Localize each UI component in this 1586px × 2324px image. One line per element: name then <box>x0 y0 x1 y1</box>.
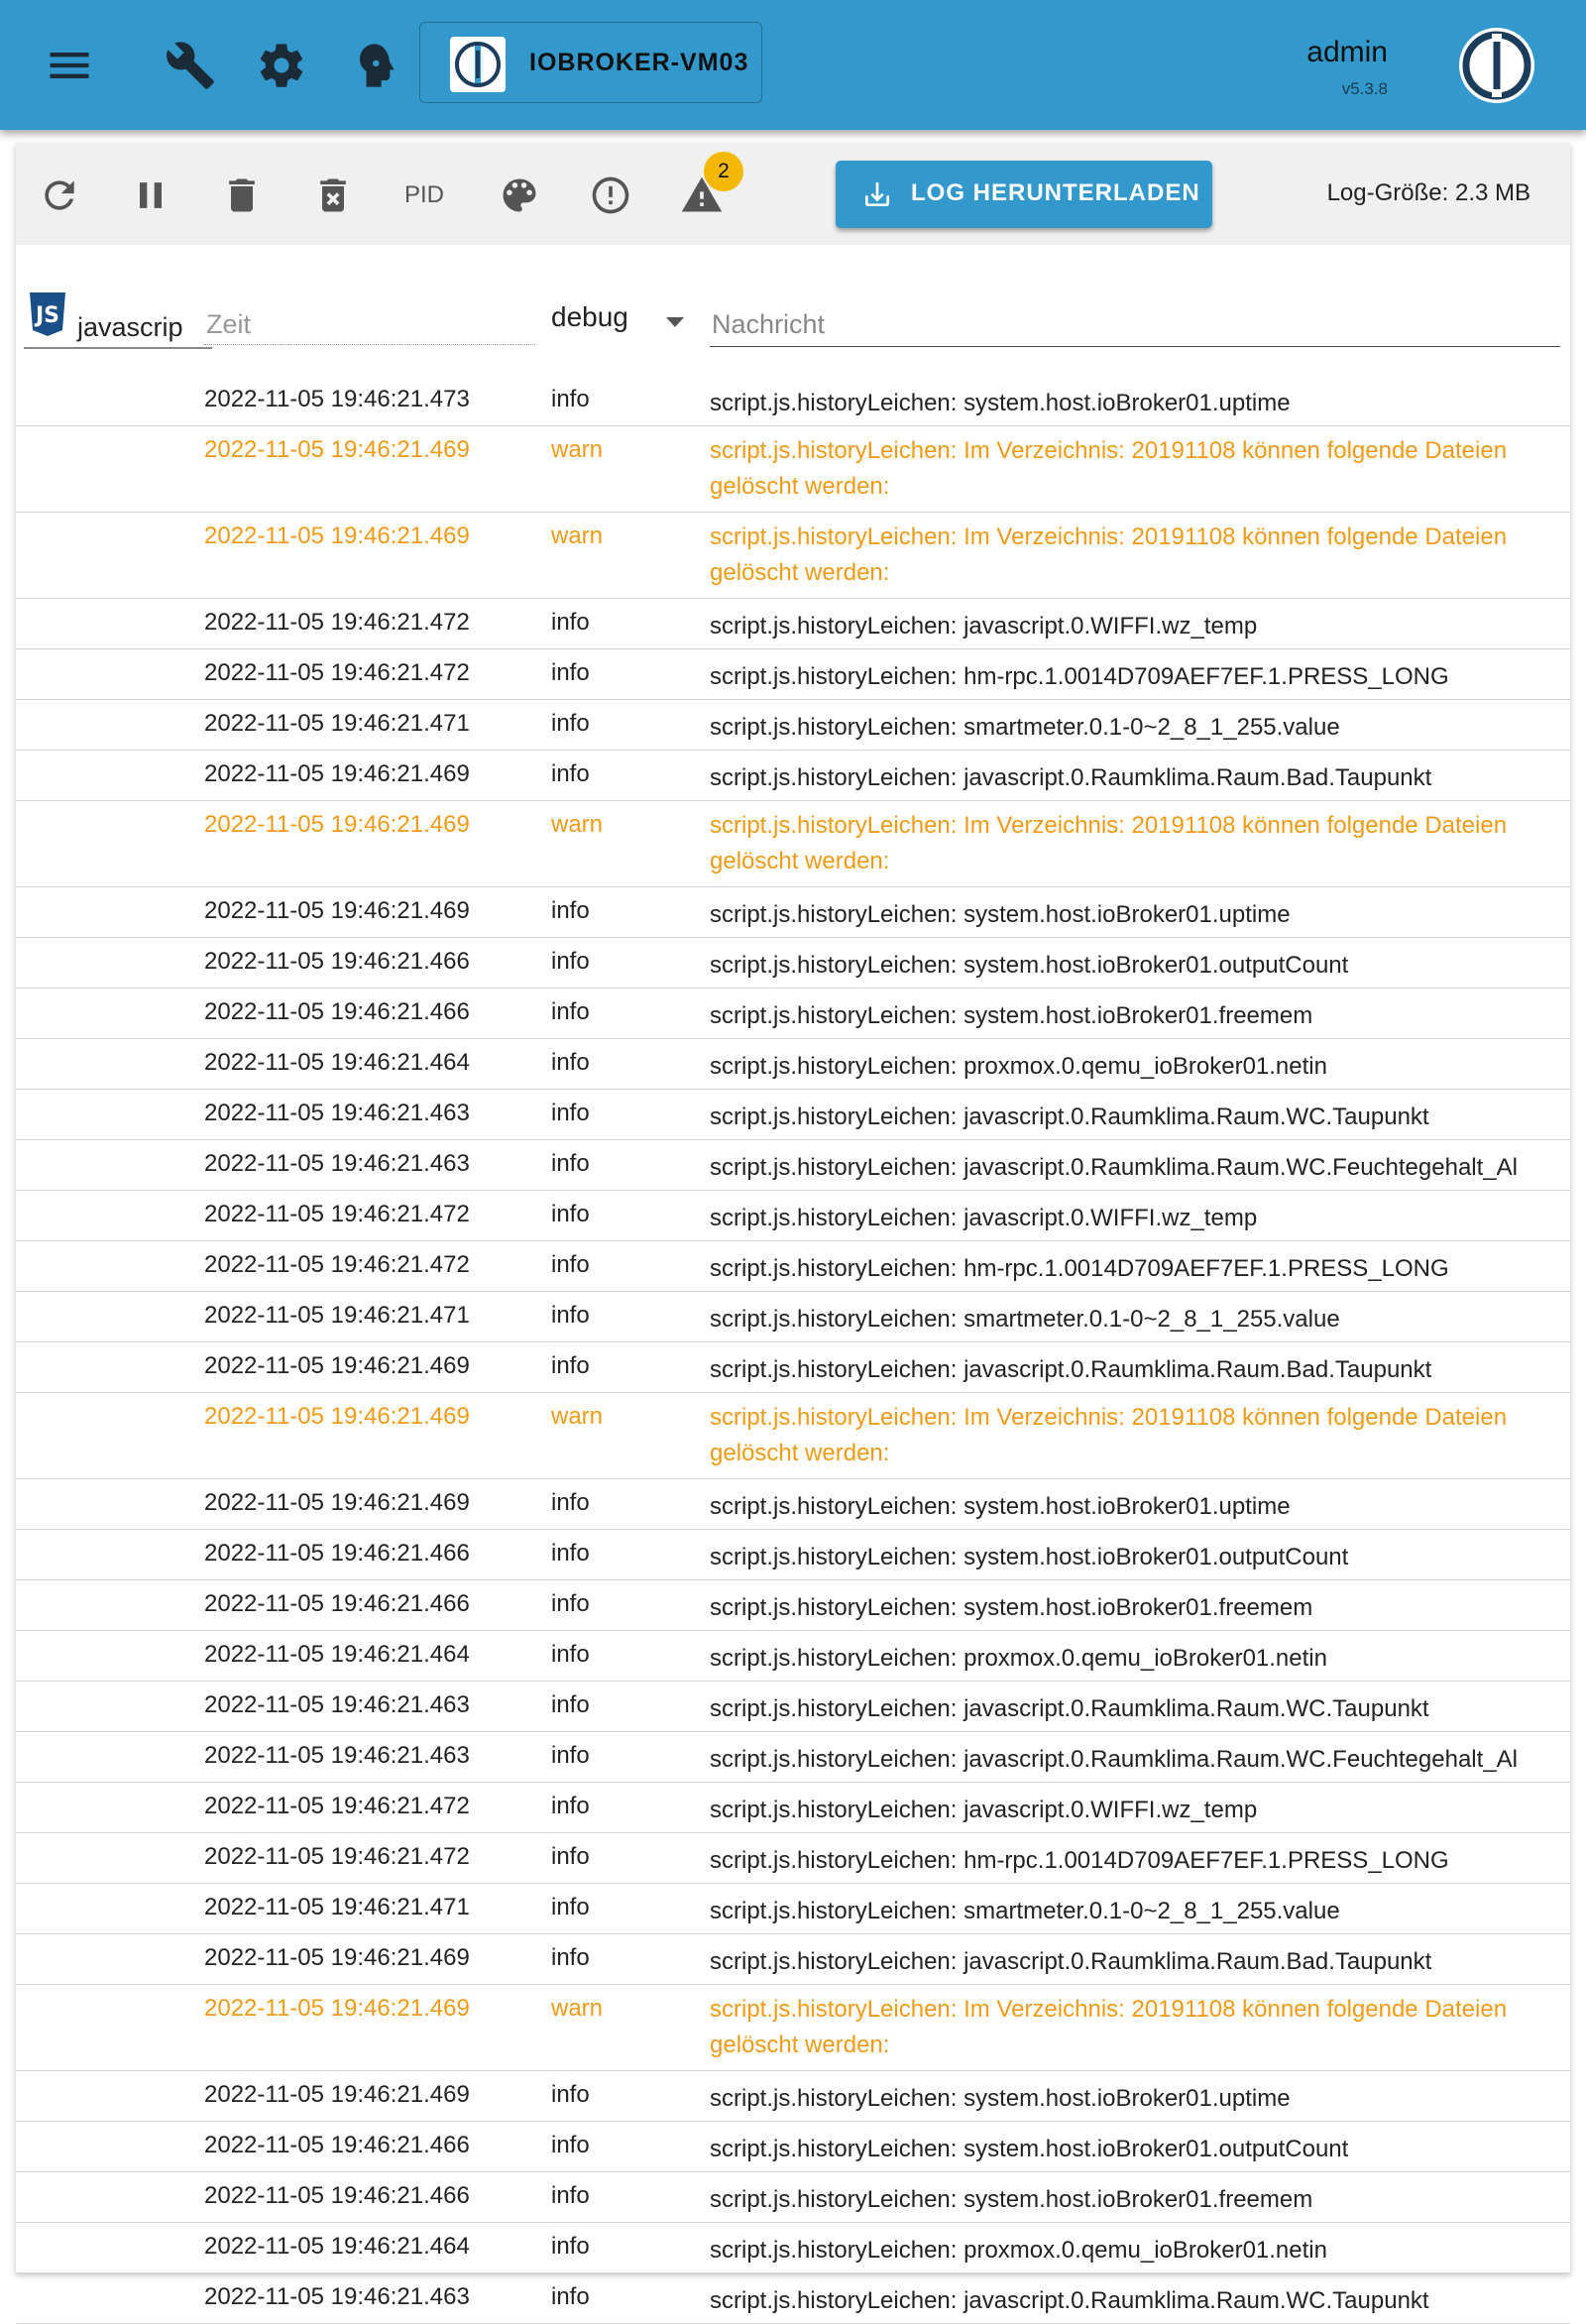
log-time: 2022-11-05 19:46:21.471 <box>204 710 470 737</box>
javascript-adapter-icon <box>28 292 67 336</box>
log-message: script.js.historyLeichen: javascript.0.Raumklima.Raum.Bad.Taupunkt <box>710 1948 1432 1975</box>
download-icon <box>861 178 893 210</box>
log-time: 2022-11-05 19:46:21.463 <box>204 1691 470 1718</box>
log-level: warn <box>551 1995 604 2022</box>
user-name[interactable]: admin <box>1306 36 1388 68</box>
log-message: script.js.historyLeichen: javascript.0.Raumklima.Raum.WC.Feuchtegehalt_Al <box>710 1154 1518 1181</box>
log-time: 2022-11-05 19:46:21.469 <box>204 897 470 924</box>
log-message: script.js.historyLeichen: smartmeter.0.1-0~2_8_1_255.value <box>710 1306 1340 1333</box>
log-level: info <box>551 897 590 924</box>
log-row <box>16 599 1570 649</box>
log-row <box>16 1342 1570 1393</box>
log-level: info <box>551 386 590 412</box>
log-row <box>16 1682 1570 1732</box>
message-filter-input[interactable] <box>710 302 1560 347</box>
log-row <box>16 1631 1570 1682</box>
log-message: script.js.historyLeichen: smartmeter.0.1-0~2_8_1_255.value <box>710 1898 1340 1924</box>
adapter-filter[interactable]: javascrip <box>77 312 183 342</box>
log-time: 2022-11-05 19:46:21.473 <box>204 386 470 412</box>
log-size-label: Log-Größe: 2.3 MB <box>1326 179 1530 206</box>
log-row <box>16 1530 1570 1580</box>
log-time: 2022-11-05 19:46:21.464 <box>204 1641 470 1668</box>
log-level: warn <box>551 811 604 838</box>
pid-toggle[interactable]: PID <box>404 181 445 208</box>
log-row <box>16 1479 1570 1530</box>
log-row <box>16 2122 1570 2172</box>
log-message: script.js.historyLeichen: Im Verzeichnis: 20191108 können folgende Dateien gelöscht werden: <box>710 812 1508 874</box>
log-message: script.js.historyLeichen: system.host.ioBroker01.uptime <box>710 390 1291 416</box>
log-message: script.js.historyLeichen: system.host.ioBroker01.freemem <box>710 2186 1313 2213</box>
log-message: script.js.historyLeichen: system.host.ioBroker01.outputCount <box>710 1544 1349 1570</box>
log-time: 2022-11-05 19:46:21.469 <box>204 811 470 838</box>
log-message: script.js.historyLeichen: javascript.0.WIFFI.wz_temp <box>710 1797 1258 1823</box>
log-level: info <box>551 2081 590 2108</box>
host-button[interactable] <box>419 22 762 103</box>
log-level: info <box>551 760 590 787</box>
level-select-value: debug <box>551 301 628 332</box>
log-message: script.js.historyLeichen: javascript.0.Raumklima.Raum.WC.Taupunkt <box>710 2287 1429 2314</box>
log-level: info <box>551 1049 590 1076</box>
log-time: 2022-11-05 19:46:21.469 <box>204 1944 470 1971</box>
wrench-icon[interactable] <box>165 40 216 91</box>
log-row <box>16 2223 1570 2273</box>
log-level: info <box>551 710 590 737</box>
menu-icon[interactable] <box>44 40 95 91</box>
log-message: script.js.historyLeichen: javascript.0.WIFFI.wz_temp <box>710 613 1258 639</box>
log-row <box>16 376 1570 426</box>
log-level: info <box>551 1100 590 1126</box>
log-level: info <box>551 609 590 636</box>
log-row <box>16 1580 1570 1631</box>
log-time: 2022-11-05 19:46:21.464 <box>204 1049 470 1076</box>
log-time: 2022-11-05 19:46:21.466 <box>204 998 470 1025</box>
log-level: info <box>551 1201 590 1227</box>
delete-forever-icon[interactable] <box>311 174 355 217</box>
log-level: info <box>551 2132 590 2158</box>
log-time: 2022-11-05 19:46:21.469 <box>204 1489 470 1516</box>
log-message: script.js.historyLeichen: system.host.ioBroker01.uptime <box>710 1493 1291 1520</box>
log-time: 2022-11-05 19:46:21.472 <box>204 1843 470 1870</box>
log-level: info <box>551 2182 590 2209</box>
log-row <box>16 988 1570 1039</box>
log-level: info <box>551 998 590 1025</box>
log-row <box>16 1140 1570 1191</box>
settings-icon[interactable] <box>256 40 307 91</box>
log-row <box>16 1884 1570 1934</box>
level-select[interactable] <box>551 301 700 343</box>
time-filter-input[interactable] <box>204 304 535 345</box>
log-message: script.js.historyLeichen: javascript.0.Raumklima.Raum.Bad.Taupunkt <box>710 764 1432 791</box>
log-row <box>16 1191 1570 1241</box>
log-time: 2022-11-05 19:46:21.469 <box>204 1995 470 2022</box>
warning-count-badge: 2 <box>704 152 743 191</box>
iobroker-logo-large-icon <box>1455 24 1538 107</box>
log-message: script.js.historyLeichen: proxmox.0.qemu_ioBroker01.netin <box>710 2237 1327 2264</box>
log-time: 2022-11-05 19:46:21.466 <box>204 1540 470 1567</box>
log-message: script.js.historyLeichen: system.host.ioBroker01.freemem <box>710 1002 1313 1029</box>
log-row <box>16 801 1570 887</box>
log-level: warn <box>551 436 604 463</box>
log-message: script.js.historyLeichen: hm-rpc.1.0014D709AEF7EF.1.PRESS_LONG <box>710 663 1449 690</box>
log-message: script.js.historyLeichen: javascript.0.WIFFI.wz_temp <box>710 1205 1258 1231</box>
log-level: info <box>551 1691 590 1718</box>
log-level: warn <box>551 523 604 549</box>
log-message: script.js.historyLeichen: system.host.ioBroker01.outputCount <box>710 2136 1349 2162</box>
log-level: info <box>551 1793 590 1819</box>
app-bar <box>0 0 1586 130</box>
log-row <box>16 1934 1570 1985</box>
log-time: 2022-11-05 19:46:21.471 <box>204 1894 470 1920</box>
log-time: 2022-11-05 19:46:21.463 <box>204 1150 470 1177</box>
log-message: script.js.historyLeichen: Im Verzeichnis: 20191108 können folgende Dateien gelöscht werden: <box>710 437 1508 500</box>
log-time: 2022-11-05 19:46:21.471 <box>204 1302 470 1329</box>
log-time: 2022-11-05 19:46:21.472 <box>204 1201 470 1227</box>
log-time: 2022-11-05 19:46:21.472 <box>204 1793 470 1819</box>
log-row <box>16 513 1570 599</box>
log-toolbar <box>16 144 1570 245</box>
log-message: script.js.historyLeichen: javascript.0.Raumklima.Raum.WC.Taupunkt <box>710 1104 1429 1130</box>
log-message: script.js.historyLeichen: system.host.ioBroker01.outputCount <box>710 952 1349 979</box>
log-row <box>16 2172 1570 2223</box>
log-level: info <box>551 1302 590 1329</box>
palette-icon[interactable] <box>498 174 541 217</box>
log-row <box>16 1833 1570 1884</box>
log-row <box>16 938 1570 988</box>
log-time: 2022-11-05 19:46:21.469 <box>204 1403 470 1430</box>
log-time: 2022-11-05 19:46:21.472 <box>204 609 470 636</box>
log-time: 2022-11-05 19:46:21.469 <box>204 1352 470 1379</box>
log-time: 2022-11-05 19:46:21.469 <box>204 523 470 549</box>
log-row <box>16 751 1570 801</box>
log-level: info <box>551 948 590 975</box>
log-time: 2022-11-05 19:46:21.466 <box>204 2182 470 2209</box>
delete-icon[interactable] <box>220 174 264 217</box>
log-message: script.js.historyLeichen: proxmox.0.qemu_ioBroker01.netin <box>710 1645 1327 1672</box>
refresh-icon[interactable] <box>38 174 81 217</box>
expert-mode-icon[interactable] <box>347 40 398 91</box>
log-level: info <box>551 2283 590 2310</box>
log-time: 2022-11-05 19:46:21.469 <box>204 2081 470 2108</box>
log-message: script.js.historyLeichen: Im Verzeichnis: 20191108 können folgende Dateien gelöscht werden: <box>710 1404 1508 1466</box>
log-time: 2022-11-05 19:46:21.469 <box>204 760 470 787</box>
log-message: script.js.historyLeichen: hm-rpc.1.0014D709AEF7EF.1.PRESS_LONG <box>710 1255 1449 1282</box>
log-row <box>16 1090 1570 1140</box>
log-level: info <box>551 1251 590 1278</box>
log-level: info <box>551 1944 590 1971</box>
log-row <box>16 426 1570 513</box>
log-row <box>16 1985 1570 2071</box>
log-message: script.js.historyLeichen: javascript.0.Raumklima.Raum.WC.Feuchtegehalt_Al <box>710 1746 1518 1773</box>
download-log-button[interactable] <box>836 161 1212 228</box>
log-level: info <box>551 1894 590 1920</box>
log-level: info <box>551 1352 590 1379</box>
log-row <box>16 1039 1570 1090</box>
log-row <box>16 1393 1570 1479</box>
iobroker-logo-icon <box>450 37 506 92</box>
log-table <box>16 376 1570 2324</box>
svg-text:JS: JS <box>35 303 60 328</box>
log-row <box>16 2071 1570 2122</box>
filter-bar <box>16 245 1570 354</box>
log-message: script.js.historyLeichen: smartmeter.0.1-0~2_8_1_255.value <box>710 714 1340 741</box>
log-panel <box>16 144 1570 2314</box>
log-time: 2022-11-05 19:46:21.469 <box>204 436 470 463</box>
log-row <box>16 1292 1570 1342</box>
log-level: info <box>551 1540 590 1567</box>
log-row <box>16 1783 1570 1833</box>
log-level: info <box>551 1150 590 1177</box>
log-level: warn <box>551 1403 604 1430</box>
log-level: info <box>551 1590 590 1617</box>
log-message: script.js.historyLeichen: system.host.ioBroker01.uptime <box>710 2085 1291 2112</box>
log-level: info <box>551 659 590 686</box>
log-time: 2022-11-05 19:46:21.466 <box>204 2132 470 2158</box>
log-row <box>16 700 1570 751</box>
log-time: 2022-11-05 19:46:21.472 <box>204 1251 470 1278</box>
download-log-label: LOG HERUNTERLADEN <box>911 179 1200 206</box>
log-message: script.js.historyLeichen: proxmox.0.qemu_ioBroker01.netin <box>710 1053 1327 1080</box>
chevron-down-icon <box>666 317 684 327</box>
log-level: info <box>551 1489 590 1516</box>
log-row <box>16 1732 1570 1783</box>
log-message: script.js.historyLeichen: system.host.ioBroker01.freemem <box>710 1594 1313 1621</box>
log-level: info <box>551 1843 590 1870</box>
log-row <box>16 2273 1570 2324</box>
log-time: 2022-11-05 19:46:21.472 <box>204 659 470 686</box>
log-message: script.js.historyLeichen: hm-rpc.1.0014D709AEF7EF.1.PRESS_LONG <box>710 1847 1449 1874</box>
log-time: 2022-11-05 19:46:21.466 <box>204 948 470 975</box>
host-name: IOBROKER-VM03 <box>529 49 749 76</box>
log-level: info <box>551 1742 590 1769</box>
log-message: script.js.historyLeichen: system.host.ioBroker01.uptime <box>710 901 1291 928</box>
error-filter-icon[interactable] <box>589 174 632 217</box>
log-level: info <box>551 1641 590 1668</box>
log-message: script.js.historyLeichen: Im Verzeichnis: 20191108 können folgende Dateien gelöscht werden: <box>710 523 1508 586</box>
log-time: 2022-11-05 19:46:21.464 <box>204 2233 470 2260</box>
log-message: script.js.historyLeichen: javascript.0.Raumklima.Raum.Bad.Taupunkt <box>710 1356 1432 1383</box>
log-message: script.js.historyLeichen: javascript.0.Raumklima.Raum.WC.Taupunkt <box>710 1695 1429 1722</box>
log-row <box>16 649 1570 700</box>
adapter-filter-underline <box>24 347 212 349</box>
version-label: v5.3.8 <box>1341 79 1388 98</box>
log-level: info <box>551 2233 590 2260</box>
log-message: script.js.historyLeichen: Im Verzeichnis: 20191108 können folgende Dateien gelöscht werden: <box>710 1996 1508 2058</box>
log-row <box>16 887 1570 938</box>
log-time: 2022-11-05 19:46:21.463 <box>204 1742 470 1769</box>
log-time: 2022-11-05 19:46:21.466 <box>204 1590 470 1617</box>
log-row <box>16 1241 1570 1292</box>
log-time: 2022-11-05 19:46:21.463 <box>204 2283 470 2310</box>
pause-icon[interactable] <box>129 174 172 217</box>
log-time: 2022-11-05 19:46:21.463 <box>204 1100 470 1126</box>
